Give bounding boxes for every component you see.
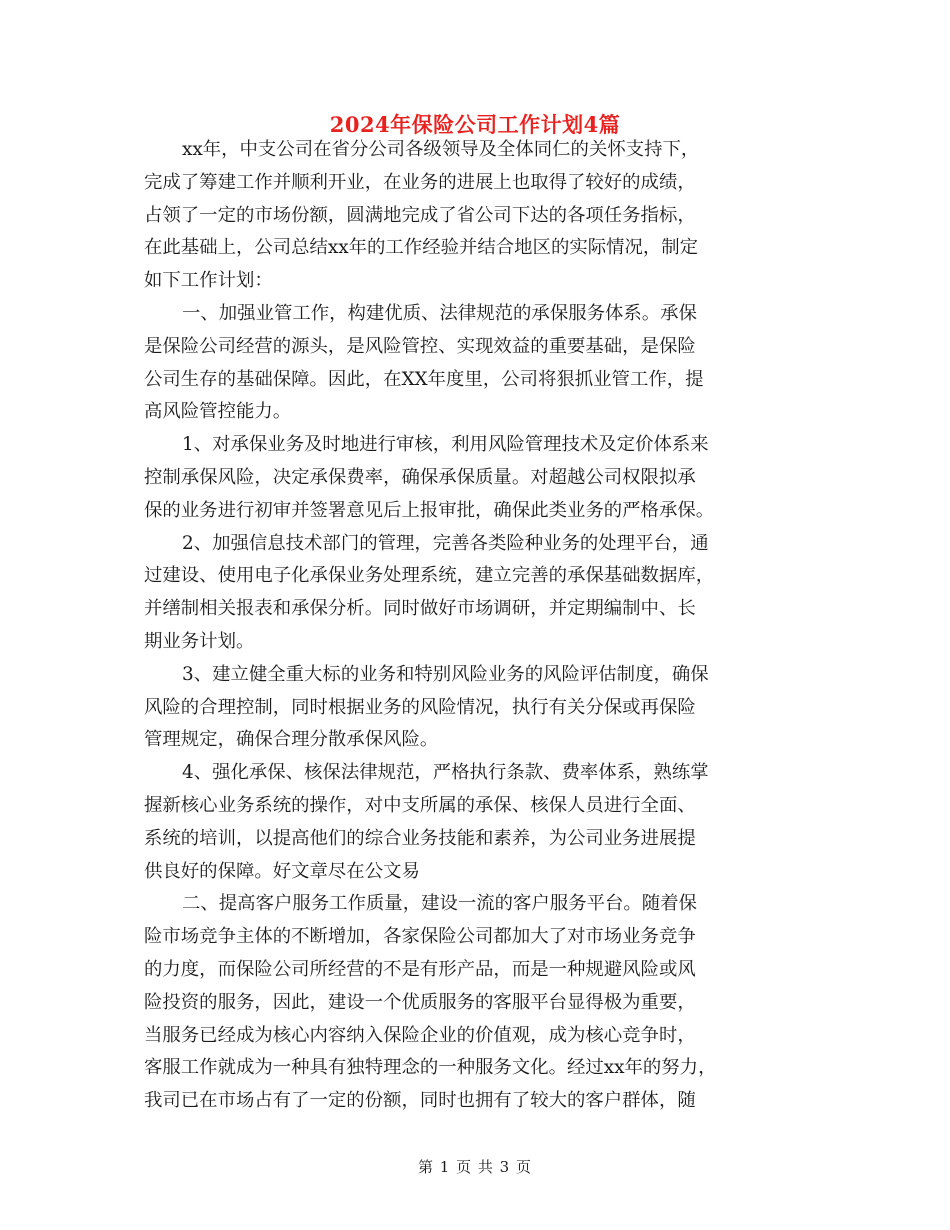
text-line: 高风险管控能力。 [144,401,292,423]
text-line: 占领了一定的市场份额，圆满地完成了省公司下达的各项任务指标， [144,204,696,226]
text-line: 险投资的服务，因此，建设一个优质服务的客服平台显得极为重要， [144,991,696,1013]
text-line: 3、建立健全重大标的业务和特别风险业务的风险评估制度，确保 [182,663,709,685]
text-line: 1、对承保业务及时地进行审核，利用风险管理技术及定价体系来 [182,434,709,456]
document-title: 2024年保险公司工作计划4篇 [329,112,621,137]
text-line: 险市场竞争主体的不断增加，各家保险公司都加大了对市场业务竞争 [144,926,696,948]
text-line: 公司生存的基础保障。因此，在XX年度里，公司将狠抓业管工作，提 [144,368,704,390]
text-line: xx年，中支公司在省分公司各级领导及全体同仁的关怀支持下， [182,139,700,160]
text-line: 握新核心业务系统的操作，对中支所属的承保、核保人员进行全面、 [144,794,696,816]
text-line: 风险的合理控制，同时根据业务的风险情况，执行有关分保或再保险 [144,696,696,718]
text-line: 过建设、使用电子化承保业务处理系统，建立完善的承保基础数据库， [144,565,715,587]
document-body [144,134,814,1118]
text-line: 保的业务进行初审并签署意见后上报审批，确保此类业务的严格承保。 [144,499,715,521]
text-line: 供良好的保障。好文章尽在公文易 [144,860,420,882]
text-line: 系统的培训，以提高他们的综合业务技能和素养，为公司业务进展提 [144,827,696,849]
text-line: 并缮制相关报表和承保分析。同时做好市场调研，并定期编制中、长 [144,598,696,620]
text-line: 4、强化承保、核保法律规范，严格执行条款、费率体系，熟练掌 [182,762,709,784]
text-line: 如下工作计划： [144,270,273,292]
text-line: 是保险公司经营的源头，是风险管控、实现效益的重要基础，是保险 [144,335,696,357]
text-line: 二、提高客户服务工作质量，建设一流的客户服务平台。随着保 [182,893,697,915]
text-line: 当服务已经成为核心内容纳入保险企业的价值观，成为核心竞争时， [144,1024,696,1046]
text-line: 客服工作就成为一种具有独特理念的一种服务文化。经过xx年的努力， [144,1057,717,1079]
text-line: 我司已在市场占有了一定的份额，同时也拥有了较大的客户群体，随 [144,1090,696,1112]
text-line: 2、加强信息技术部门的管理，完善各类险种业务的处理平台，通 [182,532,709,554]
page-footer: 第 1 页 共 3 页 [418,1158,532,1176]
text-line: 期业务计划。 [144,630,255,652]
text-line: 在此基础上，公司总结xx年的工作经验并结合地区的实际情况，制定 [144,237,699,259]
text-line: 控制承保风险，决定承保费率，确保承保质量。对超越公司权限拟承 [144,466,696,488]
text-line: 完成了筹建工作并顺利开业，在业务的进展上也取得了较好的成绩， [144,171,696,193]
text-line: 的力度，而保险公司所经营的不是有形产品，而是一种规避风险或风 [144,958,696,980]
text-line: 一、加强业管工作，构建优质、法律规范的承保服务体系。承保 [182,302,697,324]
text-line: 管理规定，确保合理分散承保风险。 [144,729,439,751]
